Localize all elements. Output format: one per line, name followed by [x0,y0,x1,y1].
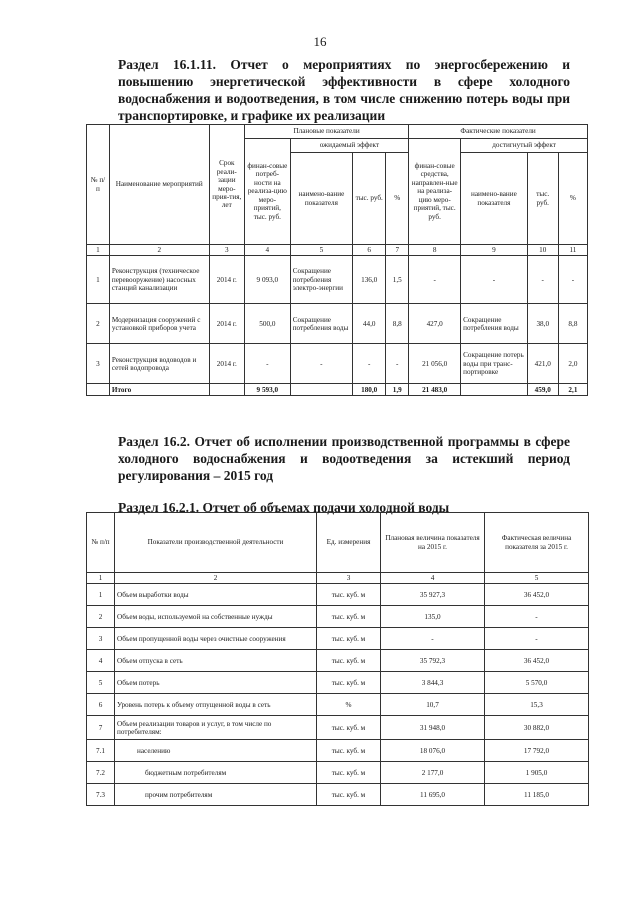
cell: Сокращение потерь воды при транс-портировке [461,344,528,384]
cell: - [527,256,558,304]
column-numbers-row [87,245,588,256]
cell: 3 844,3 [381,672,485,694]
colnum: 1 [87,245,110,256]
colnum: 5 [485,573,589,584]
cell: Объем выработки воды [115,584,317,606]
table-row [87,762,589,784]
cell: Объем воды, используемой на собственные нужды [115,606,317,628]
colnum: 3 [317,573,381,584]
cell: 4 [87,650,115,672]
colnum: 7 [386,245,409,256]
cell: тыс. куб. м [317,606,381,628]
cell: Объем реализации товаров и услуг, в том числе по потребителям: [115,716,317,740]
cell: 8,8 [386,304,409,344]
table-row [87,256,588,304]
cell: населению [115,740,317,762]
cell: - [244,344,290,384]
cell: Объем отпуска в сеть [115,650,317,672]
cell: 7.3 [87,784,115,806]
cell: тыс. куб. м [317,716,381,740]
column-numbers-row [87,573,589,584]
header-exp-name: наимено-вание показателя [290,153,352,245]
total-exp-pct: 1,9 [386,384,409,396]
cell: 1 [87,256,110,304]
total-ach-rub: 459,0 [527,384,558,396]
cell: 9 093,0 [244,256,290,304]
cell: 7 [87,716,115,740]
cell: 3 [87,344,110,384]
cell: - [485,606,589,628]
table-row [87,650,589,672]
cell: тыс. куб. м [317,762,381,784]
header-unit: Ед. измерения [317,513,381,573]
colnum: 11 [558,245,587,256]
cell: 500,0 [244,304,290,344]
cell: 2 [87,606,115,628]
table-row [87,784,589,806]
table-row [87,694,589,716]
header-indicator: Показатели производственной деятельности [115,513,317,573]
cell: Сокращение потребления воды [290,304,352,344]
cell: Сокращение потребления электро-энергии [290,256,352,304]
page-number: 16 [313,34,327,49]
cell: 5 [87,672,115,694]
cell: 7.1 [87,740,115,762]
cell: 36 452,0 [485,650,589,672]
cell: - [461,256,528,304]
cell: 2 177,0 [381,762,485,784]
cell: 10,7 [381,694,485,716]
header-exp-rub: тыс. руб. [353,153,386,245]
table-row [87,628,589,650]
colnum: 10 [527,245,558,256]
cell: - [353,344,386,384]
cell: 2014 г. [209,304,244,344]
colnum: 3 [209,245,244,256]
cell: 35 927,3 [381,584,485,606]
header-plan-fin: финан-совые потреб-ности на реализа-цию меро-приятий, тыс. руб. [244,139,290,245]
cell: 135,0 [381,606,485,628]
header-num: № п/п [87,125,110,245]
cell: Объем потерь [115,672,317,694]
section-16-2-title: Раздел 16.2. Отчет об исполнении производственной программы в сфере холодного водоснабжения и водоотведения за истекший период регулирования – 2015 год [118,434,570,483]
colnum: 1 [87,573,115,584]
table-row [87,716,589,740]
cell: 6 [87,694,115,716]
header-exp-pct: % [386,153,409,245]
cell: 2,0 [558,344,587,384]
header-term: Срок реали-зации меро-прия-тия, лет [209,125,244,245]
cell: 21 056,0 [409,344,461,384]
header-ach-rub: тыс. руб. [527,153,558,245]
cell: 1 905,0 [485,762,589,784]
header-expected: ожидаемый эффект [290,139,408,153]
cell: 136,0 [353,256,386,304]
cell: тыс. куб. м [317,672,381,694]
cell: Объем пропущенной воды через очистные сооружения [115,628,317,650]
cell: - [290,344,352,384]
table-row [87,584,589,606]
header-name: Наименование мероприятий [109,125,209,245]
cell: Уровень потерь к объему отпущенной воды в сеть [115,694,317,716]
total-label: Итого [109,384,209,396]
cell: 18 076,0 [381,740,485,762]
header-num: № п/п [87,513,115,573]
total-plan-fin: 9 593,0 [244,384,290,396]
section-16-2-1-title: Раздел 16.2.1. Отчет об объемах подачи холодной воды [118,500,450,515]
cell: тыс. куб. м [317,584,381,606]
cell: - [485,628,589,650]
cell: - [381,628,485,650]
cell: 31 948,0 [381,716,485,740]
colnum: 4 [381,573,485,584]
table-row [87,672,589,694]
cell: 11 185,0 [485,784,589,806]
table-row [87,344,588,384]
cell: 44,0 [353,304,386,344]
cell: Реконструкция (техническое перевооружение) насосных станций канализации [109,256,209,304]
cell: 30 882,0 [485,716,589,740]
header-fact: Фактическая величина показателя за 2015 г. [485,513,589,573]
header-planned: Плановые показатели [244,125,408,139]
section-16-1-11-title: Раздел 16.1.11. Отчет о мероприятиях по энергосбережению и повышению энергетической эффективности в сфере холодного водоснабжения и водоотведения, в том числе снижению потерь воды при транспортировке, и графике их реализации [118,57,570,123]
cell: - [409,256,461,304]
header-actual: Фактические показатели [409,125,588,139]
header-fact-fin: финан-совые средства, направлен-ные на реализа-цию меро-приятий, тыс. руб. [409,139,461,245]
cell: 35 792,3 [381,650,485,672]
colnum: 5 [290,245,352,256]
cell: Сокращение потребления воды [461,304,528,344]
cell: 421,0 [527,344,558,384]
colnum: 2 [115,573,317,584]
cell: 427,0 [409,304,461,344]
cold-water-supply-volumes-table [86,512,589,806]
table-row [87,304,588,344]
header-plan: Плановая величина показателя на 2015 г. [381,513,485,573]
cell: 8,8 [558,304,587,344]
cell: тыс. куб. м [317,650,381,672]
cell: % [317,694,381,716]
cell: 3 [87,628,115,650]
cell: 1,5 [386,256,409,304]
cell: 2014 г. [209,256,244,304]
cell: 2 [87,304,110,344]
header-ach-name: наимено-вание показателя [461,153,528,245]
cell: 15,3 [485,694,589,716]
colnum: 2 [109,245,209,256]
header-achieved: достигнутый эффект [461,139,588,153]
cell: Модернизация сооружений с установкой приборов учета [109,304,209,344]
colnum: 4 [244,245,290,256]
cell: 1 [87,584,115,606]
cell: 36 452,0 [485,584,589,606]
cell: 11 695,0 [381,784,485,806]
cell: прочим потребителям [115,784,317,806]
energy-saving-measures-table [86,124,588,396]
cell: 17 792,0 [485,740,589,762]
cell: - [558,256,587,304]
cell: тыс. куб. м [317,740,381,762]
cell: Реконструкция водоводов и сетей водопровода [109,344,209,384]
cell: - [386,344,409,384]
table-row [87,606,589,628]
cell: 2014 г. [209,344,244,384]
cell: 5 570,0 [485,672,589,694]
cell: 38,0 [527,304,558,344]
total-exp-rub: 180,0 [353,384,386,396]
header-ach-pct: % [558,153,587,245]
cell: тыс. куб. м [317,784,381,806]
total-fact-fin: 21 483,0 [409,384,461,396]
colnum: 9 [461,245,528,256]
cell: бюджетным потребителям [115,762,317,784]
table-row [87,740,589,762]
total-row [87,384,588,396]
colnum: 8 [409,245,461,256]
cell: тыс. куб. м [317,628,381,650]
total-ach-pct: 2,1 [558,384,587,396]
cell: 7.2 [87,762,115,784]
colnum: 6 [353,245,386,256]
